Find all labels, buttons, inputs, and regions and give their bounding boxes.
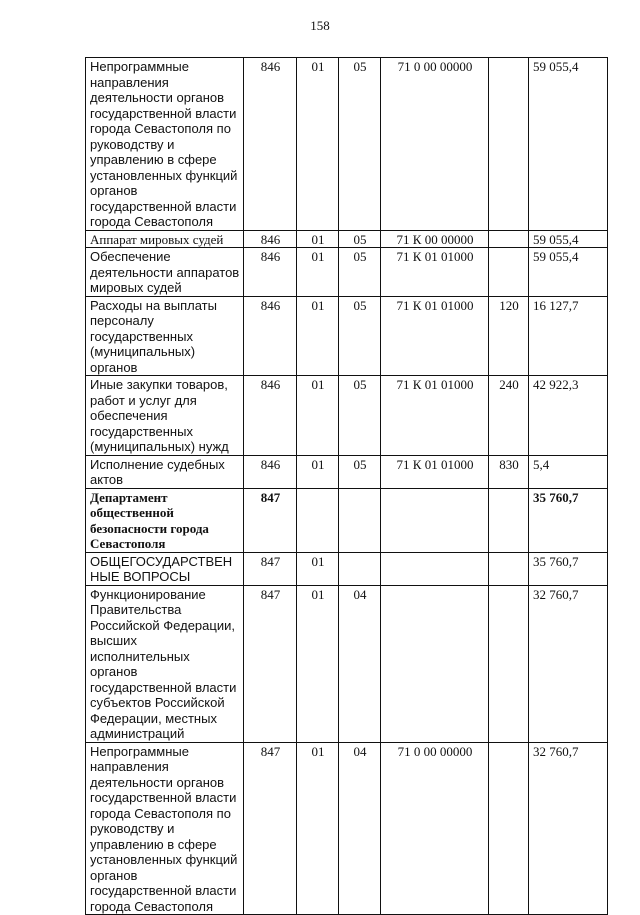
row-rz: 01 <box>297 376 339 456</box>
row-name: Департамент общественной безопасности города Севастополя <box>86 488 244 552</box>
row-csr <box>381 552 489 585</box>
row-csr: 71 0 00 00000 <box>381 58 489 231</box>
row-vr <box>489 230 529 248</box>
row-name: Непрограммные направления деятельности органов государственной власти города Севастополя по руководству и управлению в сфере установленных функций органов государственной власти города Севастополя <box>86 742 244 915</box>
row-vr: 830 <box>489 455 529 488</box>
table-row <box>86 248 608 297</box>
table-row <box>86 230 608 248</box>
row-pr: 05 <box>339 455 381 488</box>
row-grbs: 846 <box>244 248 297 297</box>
row-sum: 16 127,7 <box>529 296 608 376</box>
row-name: Функционирование Правительства Российской Федерации, высших исполнительных органов государственной власти субъектов Российской Федерации, местных администраций <box>86 585 244 742</box>
row-name: Исполнение судебных актов <box>86 455 244 488</box>
row-grbs: 846 <box>244 376 297 456</box>
row-csr: 71 К 01 01000 <box>381 296 489 376</box>
table-row <box>86 376 608 456</box>
row-sum: 32 760,7 <box>529 742 608 915</box>
row-grbs: 846 <box>244 455 297 488</box>
row-pr: 05 <box>339 296 381 376</box>
budget-table <box>85 57 608 915</box>
row-vr: 120 <box>489 296 529 376</box>
row-sum: 32 760,7 <box>529 585 608 742</box>
row-rz: 01 <box>297 552 339 585</box>
row-rz: 01 <box>297 58 339 231</box>
row-csr: 71 К 01 01000 <box>381 376 489 456</box>
row-csr: 71 К 01 01000 <box>381 455 489 488</box>
row-grbs: 847 <box>244 488 297 552</box>
row-vr <box>489 248 529 297</box>
row-rz <box>297 488 339 552</box>
row-name: Аппарат мировых судей <box>86 230 244 248</box>
row-rz: 01 <box>297 455 339 488</box>
row-pr <box>339 488 381 552</box>
row-name: Непрограммные направления деятельности органов государственной власти города Севастополя по руководству и управлению в сфере установленных функций органов государственной власти города Севастополя <box>86 58 244 231</box>
row-vr <box>489 488 529 552</box>
row-grbs: 846 <box>244 58 297 231</box>
row-rz: 01 <box>297 296 339 376</box>
row-pr: 05 <box>339 248 381 297</box>
table-row <box>86 742 608 915</box>
table-row <box>86 552 608 585</box>
row-sum: 35 760,7 <box>529 552 608 585</box>
table-row <box>86 585 608 742</box>
row-sum: 5,4 <box>529 455 608 488</box>
row-name: Иные закупки товаров, работ и услуг для обеспечения государственных (муниципальных) нужд <box>86 376 244 456</box>
page-number: 158 <box>310 18 330 33</box>
row-rz: 01 <box>297 585 339 742</box>
row-rz: 01 <box>297 248 339 297</box>
row-vr <box>489 742 529 915</box>
row-csr: 71 К 00 00000 <box>381 230 489 248</box>
row-pr: 05 <box>339 230 381 248</box>
row-vr <box>489 585 529 742</box>
row-sum: 42 922,3 <box>529 376 608 456</box>
row-pr <box>339 552 381 585</box>
row-sum: 59 055,4 <box>529 248 608 297</box>
row-grbs: 847 <box>244 742 297 915</box>
table-row <box>86 58 608 231</box>
row-csr: 71 К 01 01000 <box>381 248 489 297</box>
table-row <box>86 488 608 552</box>
row-pr: 04 <box>339 585 381 742</box>
row-name: Обеспечение деятельности аппаратов мировых судей <box>86 248 244 297</box>
row-name: ОБЩЕГОСУДАРСТВЕН НЫЕ ВОПРОСЫ <box>86 552 244 585</box>
row-csr <box>381 488 489 552</box>
row-rz: 01 <box>297 742 339 915</box>
row-sum: 35 760,7 <box>529 488 608 552</box>
row-sum: 59 055,4 <box>529 230 608 248</box>
row-grbs: 846 <box>244 230 297 248</box>
row-grbs: 847 <box>244 552 297 585</box>
row-vr <box>489 552 529 585</box>
row-name: Расходы на выплаты персоналу государственных (муниципальных) органов <box>86 296 244 376</box>
row-grbs: 847 <box>244 585 297 742</box>
row-pr: 04 <box>339 742 381 915</box>
row-pr: 05 <box>339 376 381 456</box>
row-vr <box>489 58 529 231</box>
row-rz: 01 <box>297 230 339 248</box>
row-grbs: 846 <box>244 296 297 376</box>
row-pr: 05 <box>339 58 381 231</box>
row-sum: 59 055,4 <box>529 58 608 231</box>
row-vr: 240 <box>489 376 529 456</box>
table-row <box>86 296 608 376</box>
row-csr <box>381 585 489 742</box>
table-row <box>86 455 608 488</box>
row-csr: 71 0 00 00000 <box>381 742 489 915</box>
